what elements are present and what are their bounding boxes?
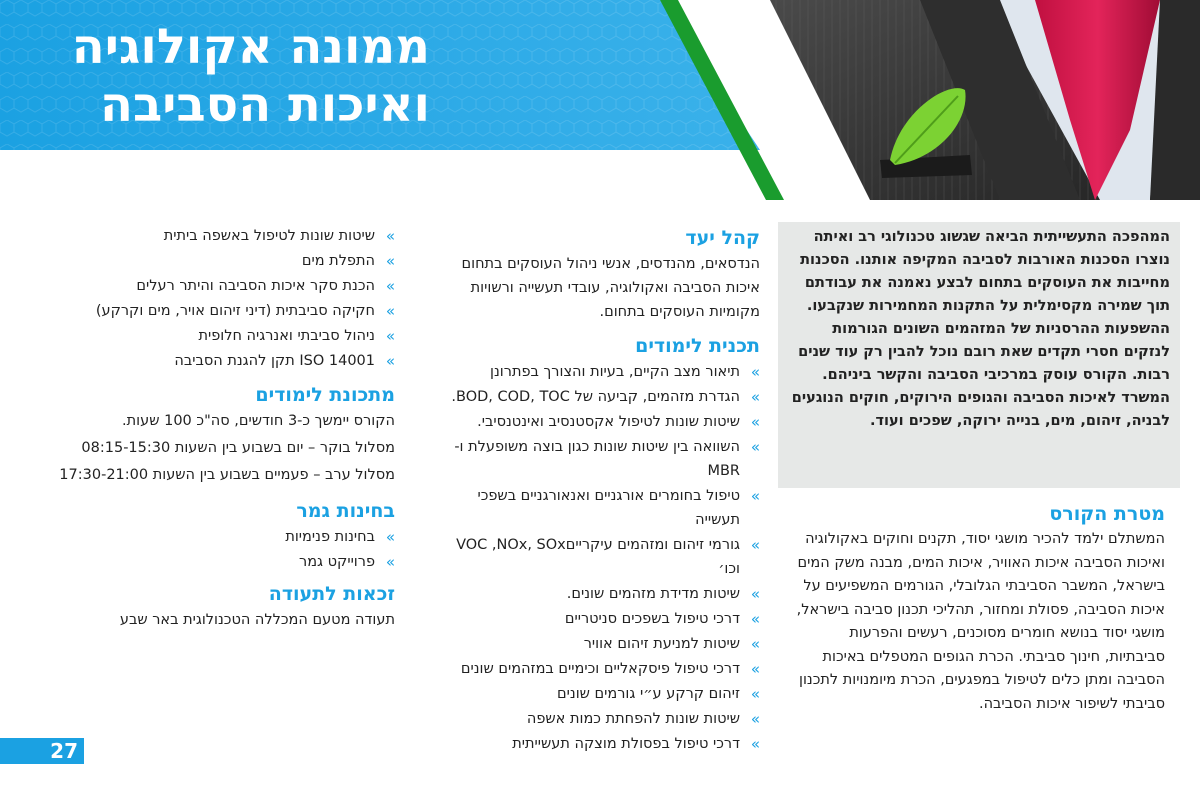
page-title (30, 18, 430, 134)
list-item-text: התפלת מים (301, 253, 375, 269)
target-audience-title: קהל יעד (685, 227, 760, 249)
suit-photo (700, 0, 1200, 200)
title-line-2: ואיכות הסביבה (100, 77, 430, 133)
bullet-icon: » (750, 685, 760, 703)
list-item (440, 435, 760, 483)
list-item-text: הכנת סקר איכות הסביבה והיתר רעלים (136, 278, 375, 294)
list-item (440, 410, 760, 434)
study-format-line: מסלול בוקר – יום בשבוע בין השעות 08:15-15:30 (81, 440, 395, 456)
list-item-text: טיפול בחומרים אורגניים ואנאורגניים בשפכי תעשייה (477, 488, 740, 528)
bullet-icon: » (750, 388, 760, 406)
bullet-icon: » (385, 528, 395, 546)
final-exams-title: בחינות גמר (296, 500, 395, 522)
list-item (55, 249, 395, 273)
list-item (55, 324, 395, 348)
study-format-line: מסלול ערב – פעמיים בשבוע בין השעות 17:30-21:00 (59, 467, 395, 483)
bullet-icon: » (385, 277, 395, 295)
study-format-line: הקורס יימשך כ-3 חודשים, סה"כ 100 שעות. (122, 413, 395, 429)
list-item (440, 533, 760, 581)
list-item (440, 360, 760, 384)
list-item (440, 657, 760, 681)
list-item (55, 274, 395, 298)
curriculum-list (440, 360, 760, 756)
bullet-icon: » (750, 413, 760, 431)
list-item (440, 385, 760, 409)
bullet-icon: » (750, 585, 760, 603)
list-item-text: שיטות שונות לטיפול באשפה ביתית (163, 228, 375, 244)
list-item-text: חקיקה סביבתית (דיני זיהום אויר, מים וקרקע) (95, 303, 375, 319)
target-audience-text: הנדסאים, מהנדסים, אנשי ניהול העוסקים בתחום איכות הסביבה ואקולוגיה, עובדי תעשייה ורשויות מקומיות העוסקים בתחום. (461, 256, 760, 320)
bullet-icon: » (750, 438, 760, 456)
list-item-text: דרכי טיפול פיסקאליים וכימיים במזהמים שונים (460, 661, 740, 677)
left-column (55, 224, 395, 632)
list-item (55, 349, 395, 373)
intro-box (778, 222, 1180, 488)
bullet-icon: » (385, 553, 395, 571)
certificate-text: תעודה מטעם המכללה הטכנולוגית באר שבע (119, 612, 395, 628)
study-format-lines (55, 409, 395, 487)
bullet-icon: » (385, 252, 395, 270)
curriculum-cont-list (55, 224, 395, 373)
list-item (440, 607, 760, 631)
certificate-title: זכאות לתעודה (268, 583, 395, 605)
final-exams-list (55, 525, 395, 574)
bullet-icon: » (750, 536, 760, 554)
list-item (440, 682, 760, 706)
study-format-title: מתכונת לימודים (255, 384, 395, 406)
bullet-icon: » (385, 327, 395, 345)
bullet-icon: » (750, 363, 760, 381)
list-item-text: תיאור מצב הקיים, בעיות והצורך בפתרונן (490, 364, 740, 380)
bullet-icon: » (385, 227, 395, 245)
bullet-icon: » (750, 710, 760, 728)
list-item-text: שיטות מדידת מזהמים שונים. (566, 586, 740, 602)
curriculum-title: תכנית לימודים (635, 335, 760, 357)
list-item (440, 732, 760, 756)
list-item-text: הגדרת מזהמים, קביעה של BOD, COD, TOC. (451, 389, 740, 405)
list-item (55, 299, 395, 323)
bullet-icon: » (385, 352, 395, 370)
page-number: 27 (0, 738, 84, 764)
course-goal-title: מטרת הקורס (1049, 503, 1165, 525)
list-item-text: שיטות שונות לטיפול אקסטנסיב ואינטנסיבי. (477, 414, 740, 430)
bullet-icon: » (750, 487, 760, 505)
middle-column (440, 224, 760, 757)
list-item (55, 224, 395, 248)
course-goal-text: המשתלם ילמד להכיר מושגי יסוד, תקנים וחוקים באקולוגיה ואיכות הסביבה איכות האוויר, איכות המים, מבנה משק המים בישראל, המשבר הסביבתי הגלובלי, הגורמים המשפיעים על איכות הסביבה, פסולת ומחזור, תהליכי תכנון סביבה בישראל, מושגי יסוד בנושא חומרים מסוכנים, רעשים והפרעות סביבתיות, חינוך סביבתי. הכרת הגופים המטפלים באיכות הסביבה ומתן כלים לטיפול במפגעים, הכרת מיומנויות לתכנון סביבתי לשיפור איכות הסביבה. (796, 531, 1165, 712)
list-item-text: שיטות למניעת זיהום אוויר (583, 636, 740, 652)
course-goal-section (795, 500, 1165, 716)
bullet-icon: » (750, 610, 760, 628)
list-item-text: ISO 14001 תקן להגנת הסביבה (174, 353, 375, 369)
bullet-icon: » (750, 635, 760, 653)
list-item-text: דרכי טיפול בשפכים סניטריים (564, 611, 740, 627)
list-item-text: בחינות פנימיות (285, 529, 375, 545)
list-item-text: זיהום קרקע ע״י גורמים שונים (557, 686, 740, 702)
list-item-text: דרכי טיפול בפסולת מוצקה תעשייתית (512, 736, 740, 752)
list-item (440, 707, 760, 731)
list-item-text: שיטות שונות להפחתת כמות אשפה (526, 711, 740, 727)
list-item (55, 550, 395, 574)
list-item (440, 582, 760, 606)
list-item (440, 632, 760, 656)
bullet-icon: » (750, 660, 760, 678)
list-item-text: גורמי זיהום ומזהמים עיקרייםVOC ,NOx, SOx וכו׳ (456, 537, 740, 577)
list-item-text: פרוייקט גמר (299, 554, 375, 570)
list-item-text: השוואה בין שיטות שונות כגון בוצה משופעלת ו-MBR (454, 439, 740, 479)
list-item (55, 525, 395, 549)
list-item (440, 484, 760, 532)
list-item-text: ניהול סביבתי ואנרגיה חלופית (198, 328, 375, 344)
title-line-1: ממונה אקולוגיה (71, 19, 430, 75)
intro-text: המהפכה התעשייתית הביאה שגשוג טכנולוגי רב ואיתה נוצרו הסכנות האורבות לסביבה המקיפה אותנו. הסכנות מחייבות את העוסקים בתחום לבצע נאמנה את עבודתם תוך שמירה מקסימלית על התקנות המחמירות שנקבעו. ההשפעות ההרסניות של המזהמים השונים הגורמות לנזקים חסרי תקדים שאת רובם נוכל להבין רק עוד שנים רבות. הקורס עוסק במרכיבי הסביבה והקשר ביניהם. המשרד לאיכות הסביבה והגופים הירוקים, חוקים הנוגעים לבניה, זיהום, מים, בנייה ירוקה, שפכים ועוד. (791, 229, 1170, 429)
bullet-icon: » (750, 735, 760, 753)
bullet-icon: » (385, 302, 395, 320)
